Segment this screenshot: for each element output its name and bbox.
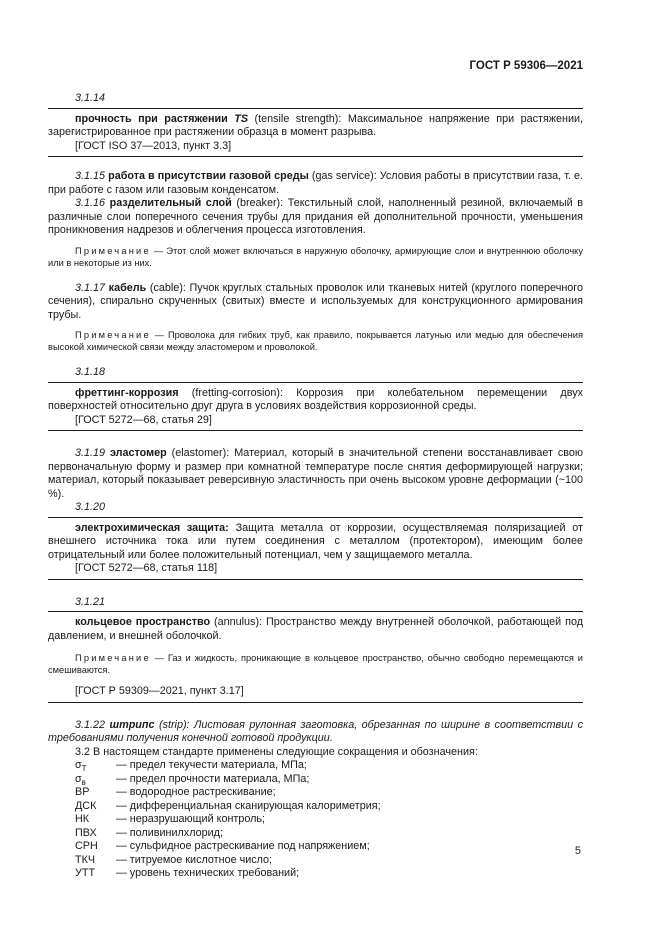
note-text: — Газ и жидкость, проникающие в кольцевое пространство, обычно свободно перемещаются и смешиваются. [48,653,583,675]
term-number: 3.1.16 [75,197,106,209]
abbreviation-list [48,759,583,881]
term-number: 3.1.22 [75,718,106,731]
term-definition [48,113,583,140]
term-text: (breaker): Текстильный слой, наполненный резиной, включаемый в различные слои поперечного сечения трубы для придания ей дополнительной прочности, уменьшения проникновения надрезов и облегчения процесса изготовления. [48,197,583,236]
abbreviation-code: ПВХ [75,826,97,839]
term-number: 3.1.20 [75,501,106,513]
term-note [48,652,583,676]
note-label: Примечание [75,245,151,256]
term-name: кольцевое пространство [75,616,211,628]
abbreviation-code: ВР [75,786,90,798]
term-number: 3.1.15 [75,170,106,182]
term-text: (fretting-corrosion): Коррозия при колебательном перемещении двух поверхностей относительно друг друга в условиях воздействия коррозионной среды. [48,386,583,412]
abbreviation-row [75,759,583,773]
abbreviation-code: $\sigma_Т$ [75,759,87,774]
term-text: (annulus): Пространство между внутренней оболочкой, работающей под давлением, и внешней оболочкой. [48,616,584,642]
document-body [48,92,583,881]
term-source: [ГОСТ 5272—68, статья 118] [75,562,218,574]
abbreviation-row [75,867,583,881]
abbreviation-row [75,786,583,800]
abbreviation-code: $\sigma_в$ [75,772,86,787]
term-name: прочность при растяжении [75,112,228,125]
term-name: фреттинг-коррозия [75,386,179,399]
term-symbol: TS [234,112,249,125]
abbreviation-subscript: в [81,777,86,787]
term-name: электрохимическая защита: [75,521,229,534]
term-text: (strip): Листовая рулонная заготовка, обрезанная по ширине в соответствии с требованиями получения конечной готовой продукции. [48,718,584,744]
abbreviation-row [75,773,583,787]
page-number: 5 [574,845,581,857]
abbreviation-description: — предел текучести материала, МПа; [116,759,307,771]
term-number: 3.1.19 [75,447,106,459]
term-definition [48,616,583,643]
term-definition [48,522,583,563]
abbreviation-code: НК [75,813,90,825]
abbreviation-description: — предел прочности материала, МПа; [116,772,310,785]
abbreviation-description: — поливинилхлорид; [116,826,223,839]
term-box [48,517,583,580]
term-box [48,611,583,703]
abbreviation-description: — сульфидное растрескивание под напряжением; [116,840,370,852]
abbreviation-row [75,800,583,814]
abbreviation-code: СРН [75,840,98,852]
abbreviation-description: — уровень технических требований; [116,867,300,879]
term-text: (elastomer): Материал, который в значительной степени восстанавливает свою первоначальную форму и размер при комнатной температуре после снятия деформирующей нагрузки; материал, который показывает реверсивную эластичность при очень высоком уровне деформации (~100 %). [48,447,583,500]
note-text: — Проволока для гибких труб, как правило, покрывается латунью или медью для обеспечения высокой химической связи между эластомером и проволокой. [48,330,583,352]
abbreviation-code: ДСК [75,799,97,812]
section-heading: 3.2 В настоящем стандарте применены следующие сокращения и обозначения: [75,745,478,758]
term-definition [48,197,583,238]
term-name: эластомер [109,447,167,459]
term-box [48,382,583,432]
abbreviation-description: — дифференциальная сканирующая калориметрия; [116,799,381,812]
term-box [48,108,583,158]
term-name: работа в присутствии газовой среды [108,170,309,182]
abbreviation-description: — неразрушающий контроль; [116,813,266,825]
term-text: (cable): Пучок круглых стальных проволок или тканевых нитей (круглого поперечного сечения), спирально скрученных (свитых) вместе и используемых для конструкционного армирования трубы. [48,281,584,321]
abbreviation-row [75,813,583,827]
abbreviation-row [75,854,583,868]
abbreviation-row [75,827,583,841]
term-definition [48,282,583,323]
term-source: [ГОСТ ISO 37—2013, пункт 3.3] [75,139,232,152]
term-definition [48,719,583,746]
term-number: 3.1.14 [75,92,106,104]
abbreviation-description: — водородное растрескивание; [116,786,276,798]
abbreviation-row [75,840,583,854]
term-name: кабель [108,281,147,294]
term-number: 3.1.18 [75,366,106,378]
term-definition [48,170,583,197]
note-label: Примечание [75,330,151,340]
abbreviation-subscript: Т [81,764,87,774]
term-number: 3.1.17 [75,281,106,294]
term-definition [48,447,583,501]
abbreviation-code: ТКЧ [75,853,96,866]
term-name: разделительный слой [109,197,232,209]
term-text: (gas service): Условия работы в присутствии газа, т. е. при работе с газом или газовым конденсатом. [48,170,584,196]
note-text: — Этот слой может включаться в наружную оболочку, армирующие слои и внутреннюю оболочку или в некоторые из них. [48,245,583,268]
term-name: штрипс [109,718,155,731]
term-number: 3.1.21 [75,595,106,608]
term-definition [48,387,583,414]
abbreviation-code: УТТ [75,867,96,879]
note-label: Примечание [75,653,151,663]
term-text: (tensile strength): Максимальное напряжение при растяжении, зарегистрированное при растяжении образца в момент разрыва. [48,112,584,138]
term-text: Защита металла от коррозии, осуществляемая поляризацией от внешнего источника тока или путем соединения с металлом (протектором), имеющим более отрицательный или более положительный потенциал, чем у защищаемого металла. [48,521,583,561]
term-note [48,245,583,269]
term-source: [ГОСТ Р 59309—2021, пункт 3.17] [75,685,244,697]
term-note [48,329,583,353]
term-source: [ГОСТ 5272—68, статья 29] [75,413,212,426]
abbreviation-description: — титруемое кислотное число; [116,853,273,866]
standard-number: ГОСТ Р 59306—2021 [469,60,583,72]
